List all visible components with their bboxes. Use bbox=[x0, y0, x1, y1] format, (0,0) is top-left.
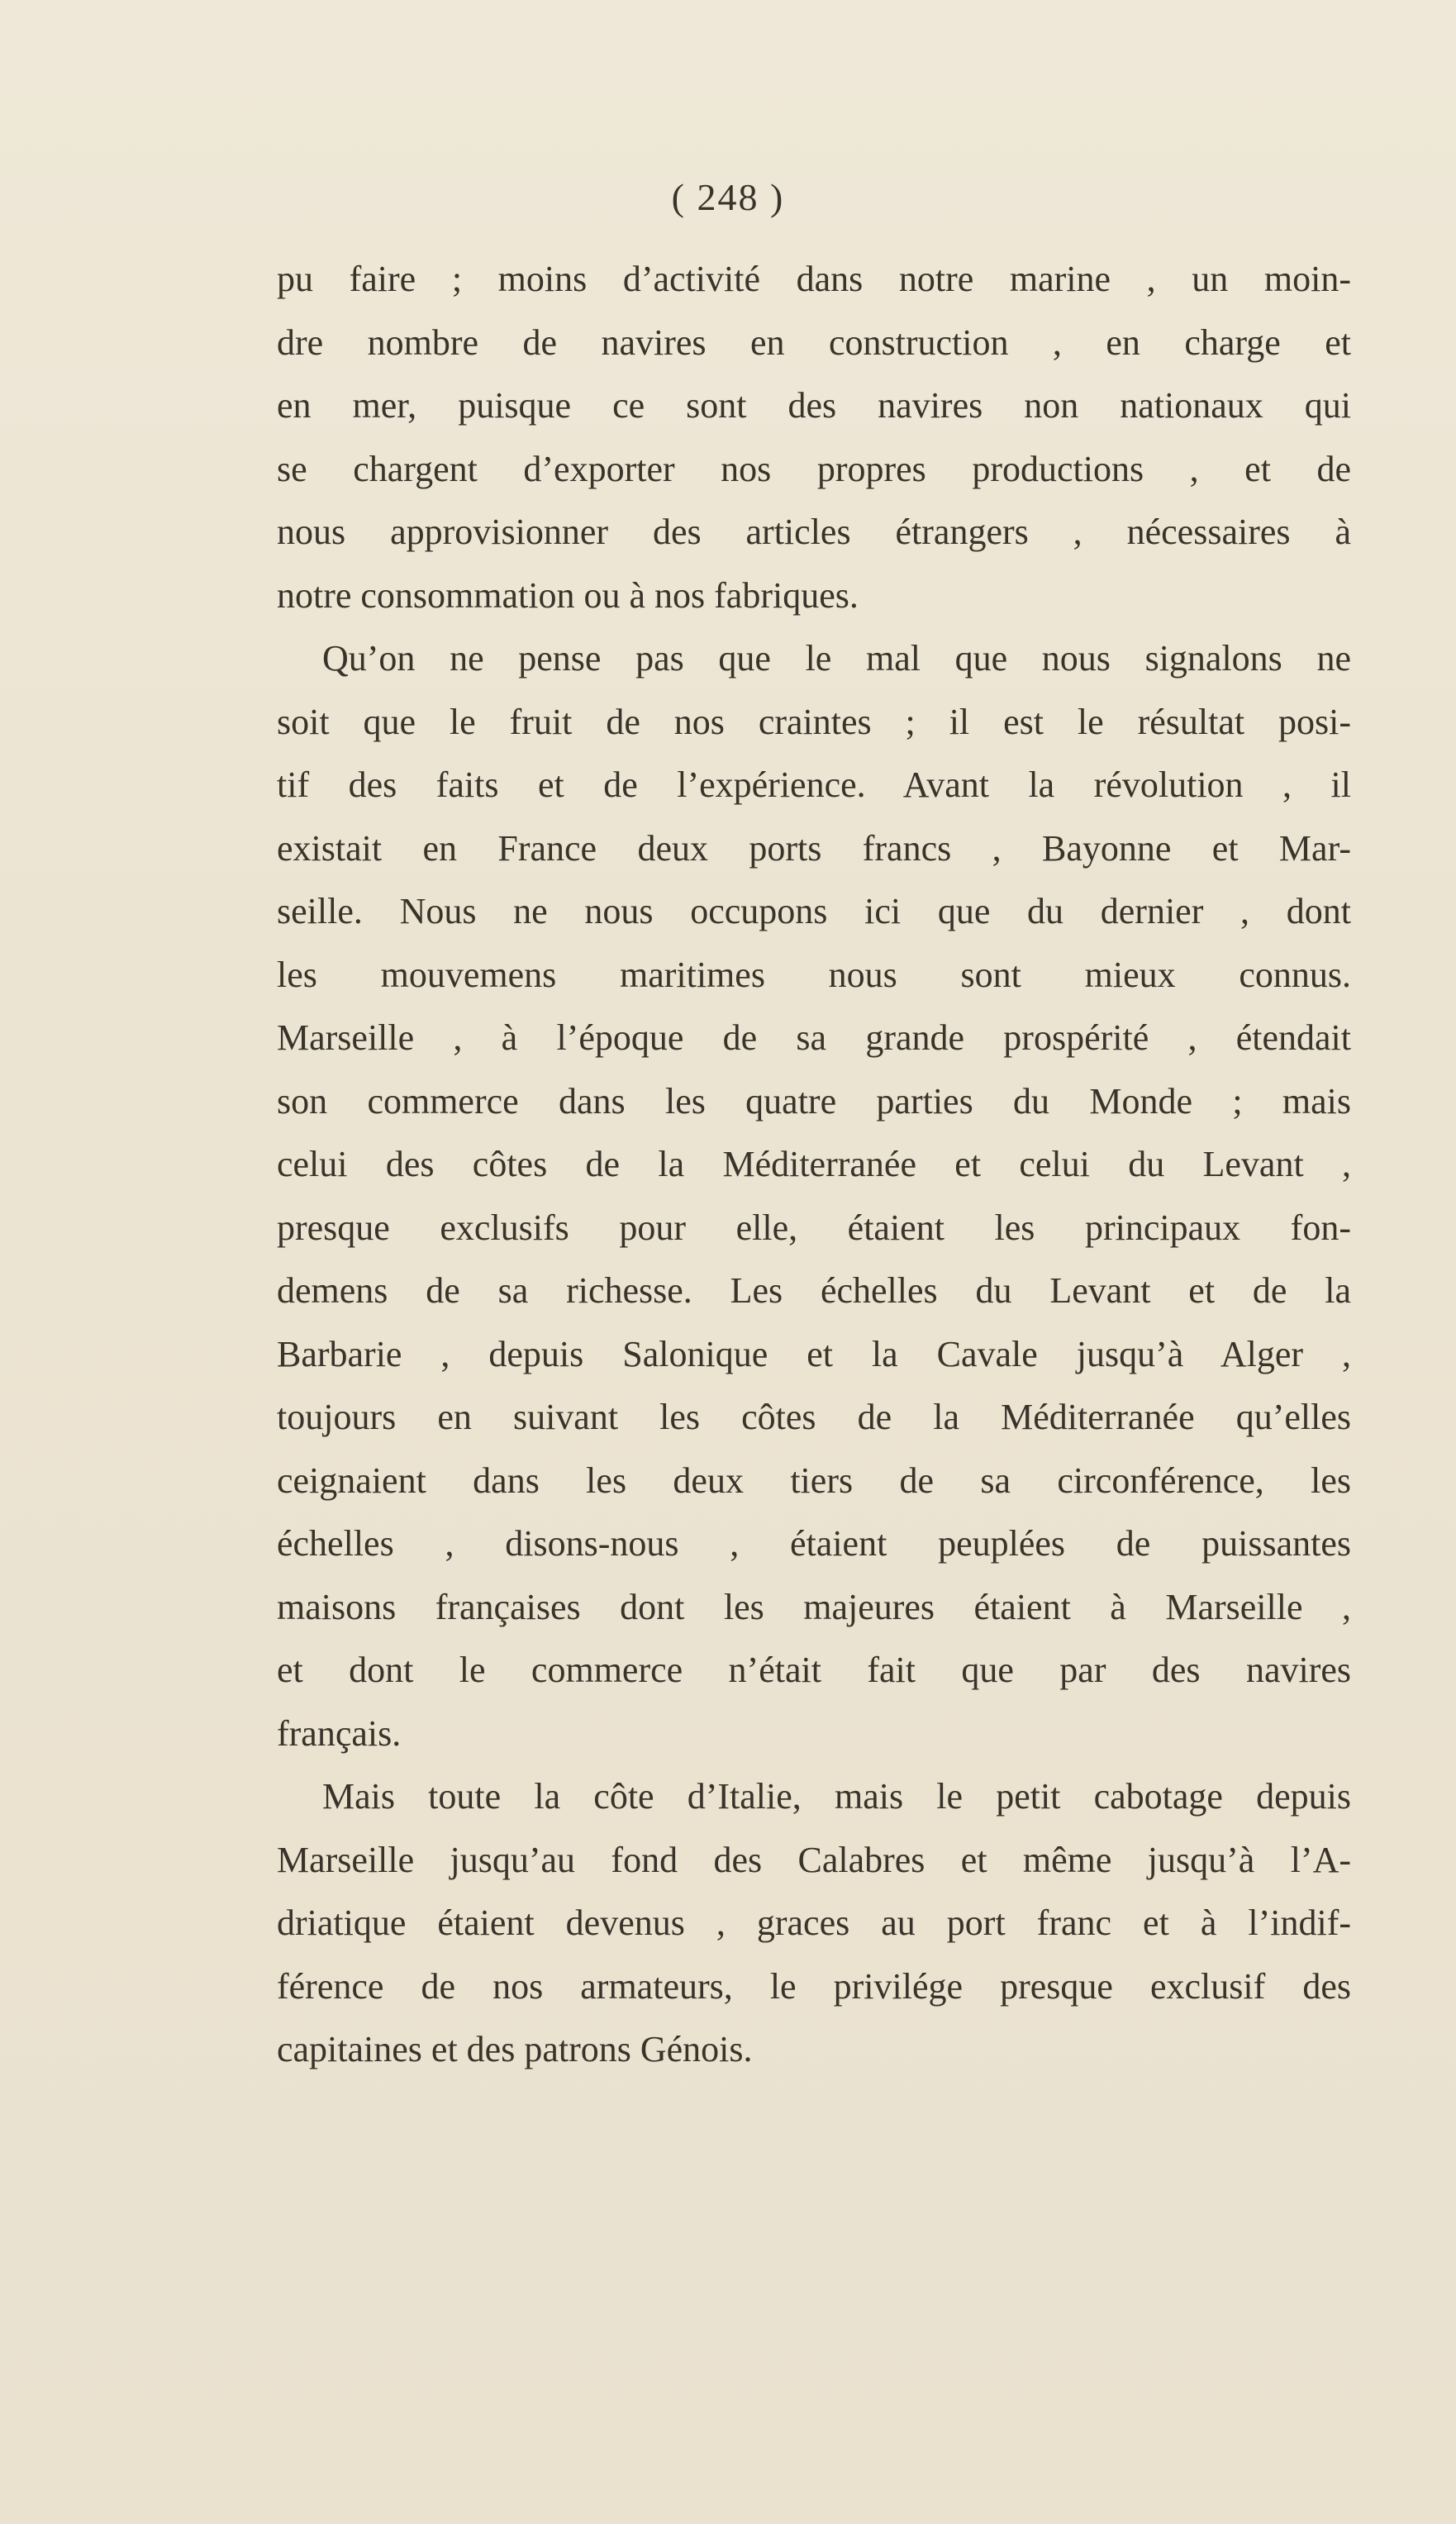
text-line: maisons françaises dont les majeures étaient à Marseille , bbox=[277, 1586, 1351, 1627]
text-line: demens de sa richesse. Les échelles du Levant et de la bbox=[277, 1270, 1351, 1311]
text-line: échelles , disons-nous , étaient peuplées de puissantes bbox=[277, 1523, 1351, 1564]
text-line: en mer, puisque ce sont des navires non nationaux qui bbox=[277, 385, 1351, 426]
body-text bbox=[277, 248, 1351, 2082]
text-line: Marseille , à l’époque de sa grande prospérité , étendait bbox=[277, 1017, 1351, 1058]
text-line: existait en France deux ports francs , Bayonne et Mar- bbox=[277, 827, 1351, 869]
text-line: capitaines et des patrons Génois. bbox=[277, 2029, 753, 2069]
text-line: et dont le commerce n’était fait que par des navires bbox=[277, 1650, 1351, 1690]
text-line: tif des faits et de l’expérience. Avant la révolution , il bbox=[277, 764, 1351, 805]
text-line: Qu’on ne pense pas que le mal que nous signalons ne bbox=[322, 638, 1351, 679]
text-line: nous approvisionner des articles étrangers , nécessaires à bbox=[277, 512, 1351, 552]
text-line: presque exclusifs pour elle, étaient les principaux fon- bbox=[277, 1207, 1351, 1248]
text-line: français. bbox=[277, 1712, 402, 1754]
text-line: se chargent d’exporter nos propres productions , et de bbox=[277, 448, 1351, 489]
text-line: toujours en suivant les côtes de la Méditerranée qu’elles bbox=[277, 1397, 1351, 1437]
page-number: ( 248 ) bbox=[671, 176, 785, 218]
text-line: Marseille jusqu’au fond des Calabres et même jusqu’à l’A- bbox=[277, 1839, 1351, 1880]
text-line: notre consommation ou à nos fabriques. bbox=[277, 574, 859, 616]
text-line: celui des côtes de la Méditerranée et celui du Levant , bbox=[277, 1144, 1351, 1184]
text-line: ceignaient dans les deux tiers de sa circonférence, les bbox=[277, 1460, 1351, 1501]
text-line: son commerce dans les quatre parties du Monde ; mais bbox=[277, 1080, 1351, 1122]
text-line: les mouvemens maritimes nous sont mieux connus. bbox=[277, 954, 1351, 995]
text-line: férence de nos armateurs, le privilége presque exclusif des bbox=[277, 1965, 1351, 2007]
text-line: Barbarie , depuis Salonique et la Cavale jusqu’à Alger , bbox=[277, 1333, 1351, 1374]
text-line: pu faire ; moins d’activité dans notre marine , un moin- bbox=[277, 259, 1351, 299]
text-line: seille. Nous ne nous occupons ici que du dernier , dont bbox=[277, 891, 1351, 931]
text-line: dre nombre de navires en construction , en charge et bbox=[277, 321, 1351, 363]
text-line: Mais toute la côte d’Italie, mais le petit cabotage depuis bbox=[322, 1776, 1351, 1817]
text-line: driatique étaient devenus , graces au port franc et à l’indif- bbox=[277, 1903, 1351, 1943]
text-line: soit que le fruit de nos craintes ; il est le résultat posi- bbox=[277, 701, 1351, 742]
